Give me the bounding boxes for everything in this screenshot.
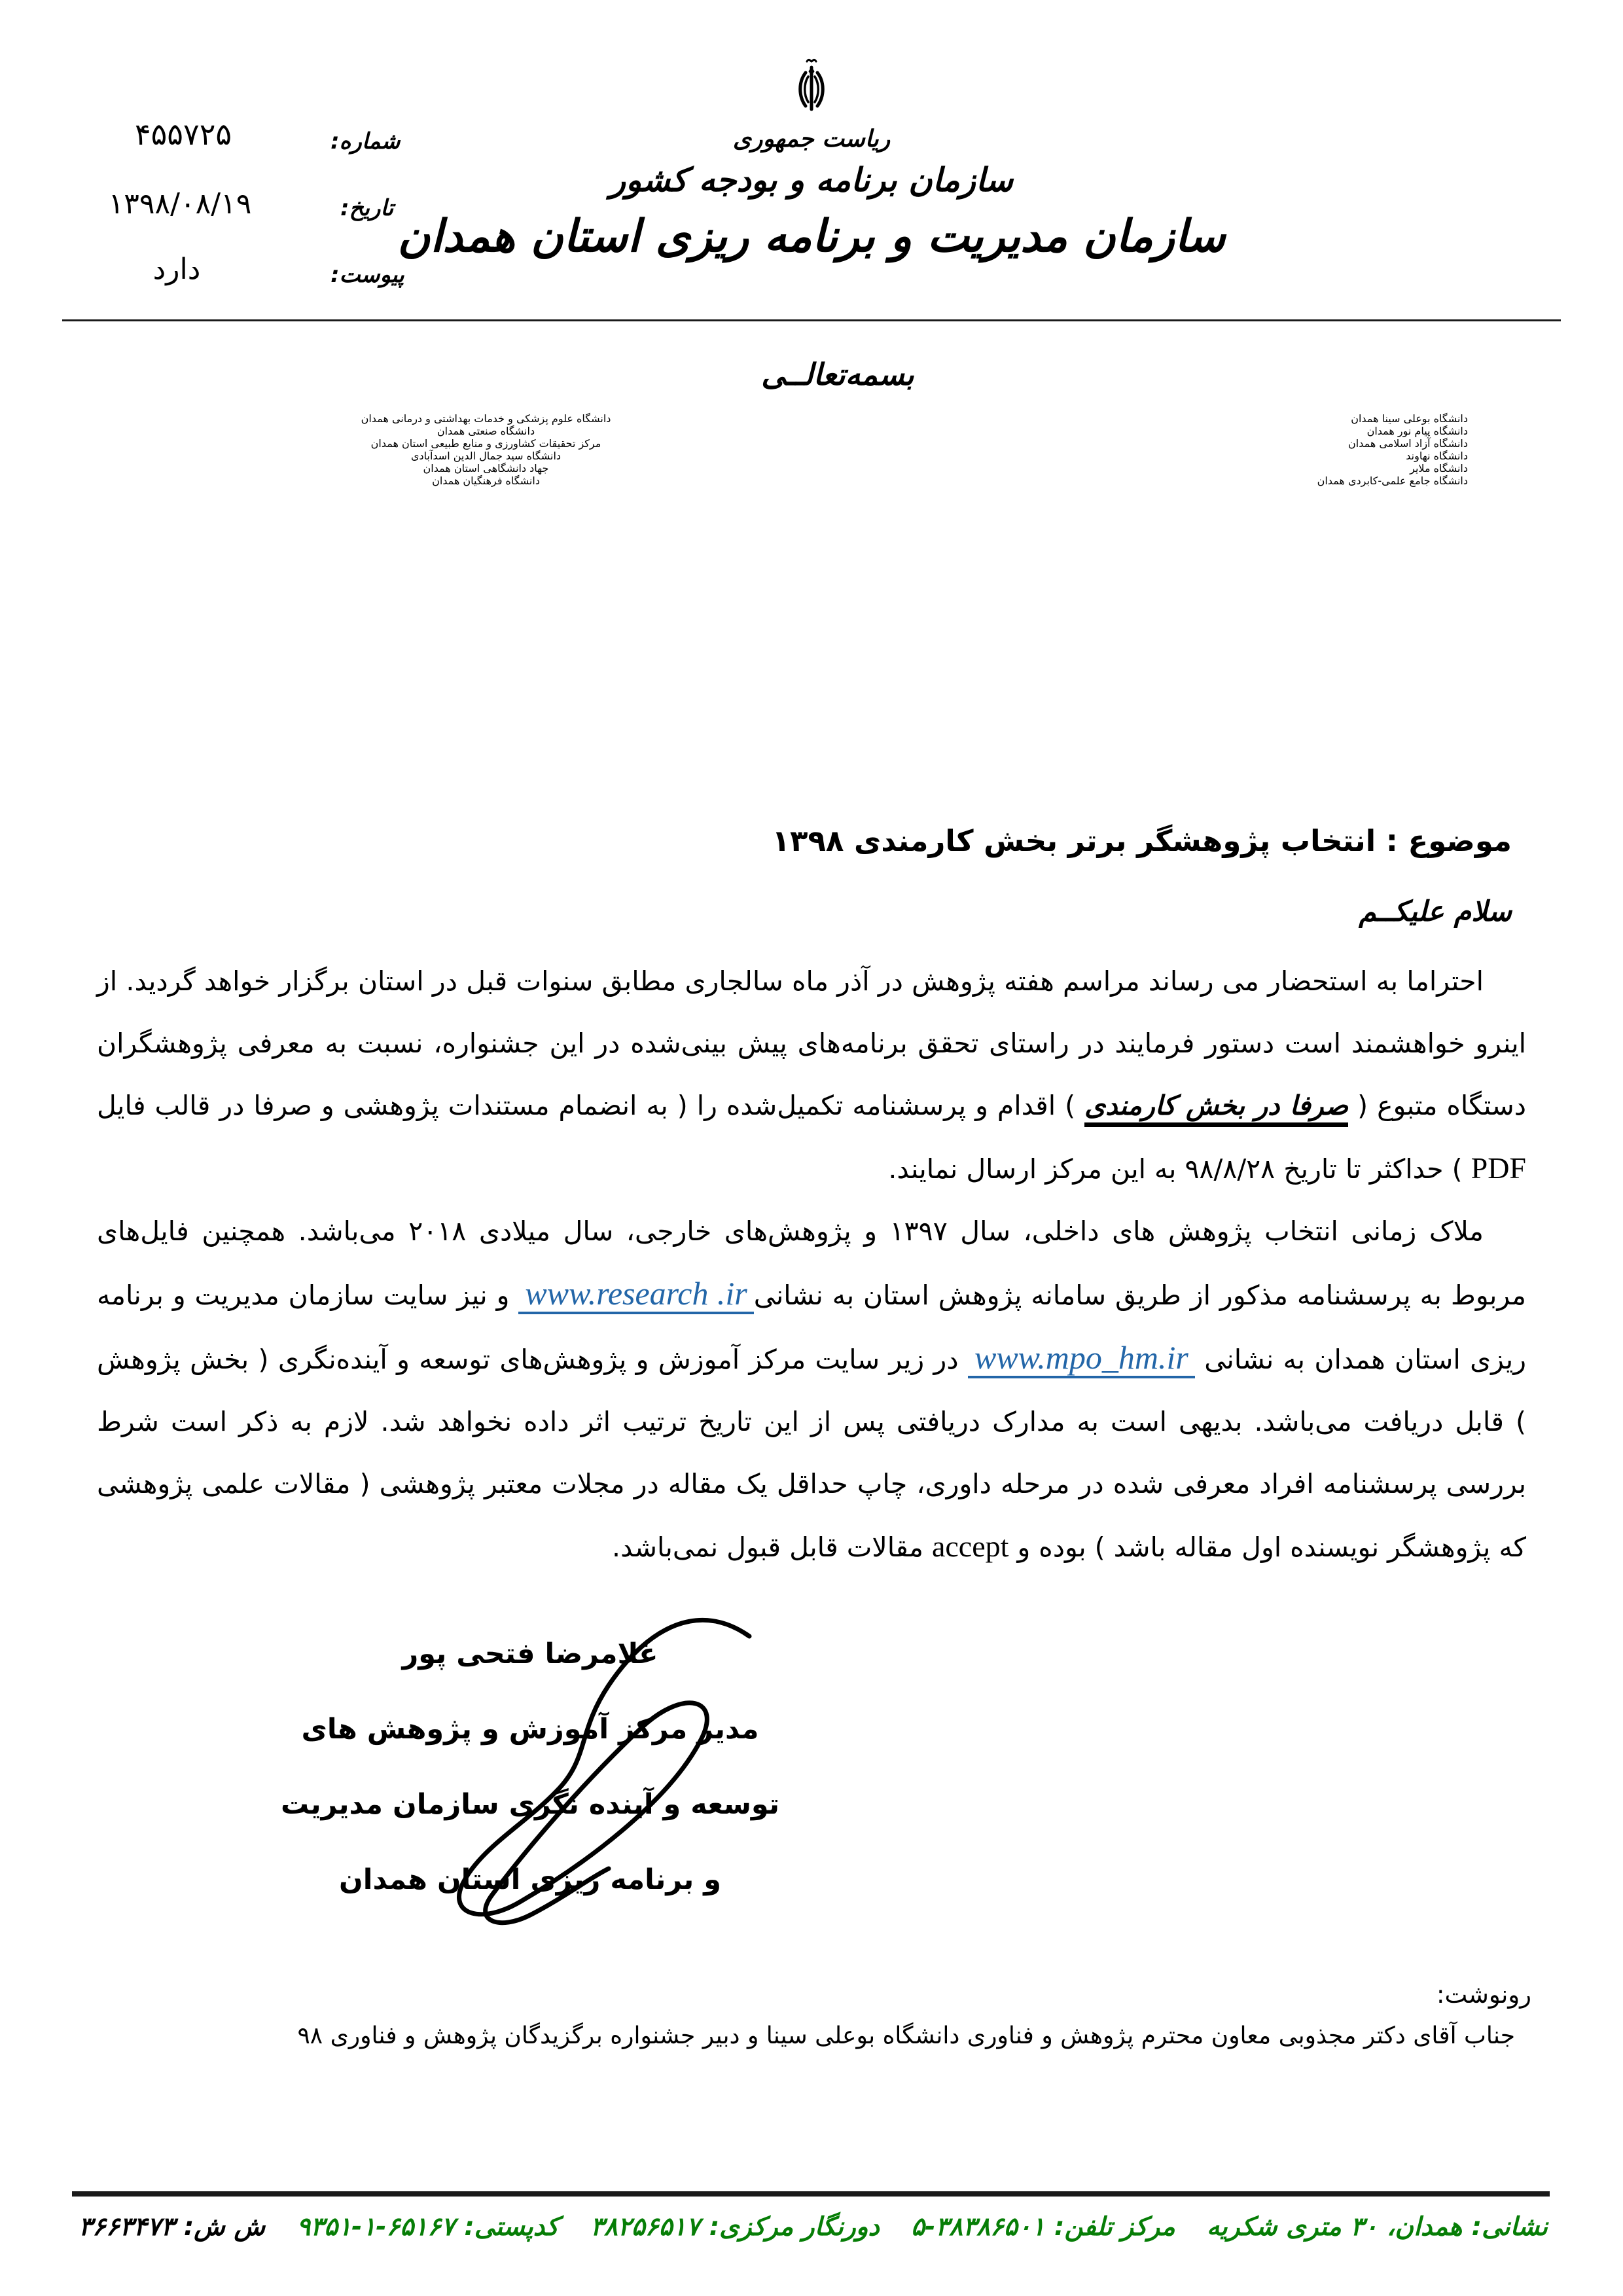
footer-address xyxy=(1207,2212,1548,2242)
letter-date-label: تاریخ: xyxy=(340,195,394,221)
recipient-item: دانشگاه علوم پزشکی و خدمات بهداشتی و درمانی همدان xyxy=(361,412,611,425)
signer-title-line: توسعه و آینده نگری سازمان مدیریت xyxy=(281,1788,779,1821)
recipient-item: دانشگاه صنعتی همدان xyxy=(437,425,535,437)
subject-label: موضوع : xyxy=(1385,823,1512,858)
body-run: ) حداکثر تا تاریخ ۹۸/۸/۲۸ به این مرکز ارسال نمایند. xyxy=(888,1153,1471,1185)
body-run: ملاک زمانی انتخاب پژوهش های داخلی، سال ۱۳۹۷ و پژوهش‌های خارجی، سال میلادی ۲۰۱۸ می‌باشد. همچنین فایل‌های مربوط به پرسشنامه مذکور از طریق سامانه پژوهش استان به نشانی xyxy=(97,1215,1526,1311)
recipients-left-column xyxy=(95,412,877,487)
recipient-item: دانشگاه سید جمال الدین اسدآبادی xyxy=(410,450,562,462)
signer-title-line: مدیر مرکز آموزش و پژوهش های xyxy=(301,1713,759,1746)
body-run: در زیر سایت مرکز آموزش و پژوهش‌های توسعه و آینده‌نگری ( بخش پژوهش ) قابل دریافت می‌باشد. بدیهی است به مدارک دریافتی پس از این تاریخ ترتیب اثر داده نخواهد شد. لازم به ذکر است شرط بررسی پرسشنامه افراد معرفی شده در مرحله داوری، چاپ حداقل یک مقاله در مجلات معتبر پژوهشی ( مقالات علمی پژوهشی که پژوهشگر نویسنده اول مقاله باشد ) بوده و xyxy=(97,1344,1526,1563)
footer-postal-code xyxy=(296,2212,558,2242)
org-line-pbo: سازمان برنامه و بودجه کشور xyxy=(609,161,1014,199)
cc-recipient-line: جناب آقای دکتر مجذوبی معاون محترم پژوهش و فناوری دانشگاه بوعلی سینا و دبیر جشنواره برگزیدگان پژوهش و فناوری ۹۸ xyxy=(297,2022,1515,2049)
recipient-item: دانشگاه نهاوند xyxy=(1406,450,1468,462)
letter-attachment-label: پیوست: xyxy=(330,262,404,288)
research-site-link[interactable]: www.research .ir xyxy=(518,1275,753,1314)
recipient-item: دانشگاه پیام نور همدان xyxy=(1366,425,1468,437)
org-line-presidency: ریاست جمهوری xyxy=(732,126,891,152)
letter-attachment-value: دارد xyxy=(152,253,201,286)
recipient-item: دانشگاه ملایر xyxy=(1410,462,1468,475)
footer-divider xyxy=(72,2191,1550,2197)
letter-body xyxy=(97,950,1526,1579)
postal-value: ۹۳۵۱-۱-۶۵۱۶۷ xyxy=(296,2212,455,2242)
body-run: و نیز سایت سازمان مدیریت و برنامه ریزی استان همدان به نشانی xyxy=(97,1280,1527,1375)
footer xyxy=(79,2212,1548,2242)
iran-emblem-icon xyxy=(792,56,831,121)
fax-label: دورنگار مرکزی: xyxy=(709,2212,880,2242)
recipient-item: دانشگاه جامع علمی-کابردی همدان xyxy=(1317,475,1468,487)
accept-term: accept xyxy=(931,1530,1009,1563)
letter-number-value: ۴۵۵۷۲۵ xyxy=(134,117,232,152)
recipients-right-column xyxy=(1317,412,1468,487)
header-divider xyxy=(62,319,1561,321)
signer-title-line: و برنامه ریزی استان همدان xyxy=(339,1863,721,1896)
phone-label: مرکز تلفن: xyxy=(1054,2212,1175,2242)
footer-fax xyxy=(590,2212,880,2242)
footer-registry-number xyxy=(79,2212,265,2242)
recipient-item: دانشگاه آزاد اسلامی همدان xyxy=(1348,437,1468,450)
org-line-hamadan-mpo: سازمان مدیریت و برنامه ریزی استان همدان xyxy=(397,211,1226,262)
registry-value: ۳۶۶۳۴۷۳ xyxy=(79,2212,175,2242)
recipient-item: مرکز تحقیقات کشاورزی و منابع طبیعی استان همدان xyxy=(370,437,601,450)
letter-date-value: ۱۳۹۸/۰۸/۱۹ xyxy=(108,187,252,221)
mpo-site-link[interactable]: www.mpo_hm.ir xyxy=(968,1339,1195,1378)
recipient-item: دانشگاه بوعلی سینا همدان xyxy=(1351,412,1468,425)
body-run: ) اقدام و پرسشنامه تکمیل‌شده را ( به انضمام مستندات پژوهشی و صرفا در قالب فایل xyxy=(97,1090,1085,1121)
besmellah-heading: بسمه‌تعالــی xyxy=(761,357,914,392)
recipient-item: جهاد دانشگاهی استان همدان xyxy=(423,462,549,475)
body-run: مقالات قابل قبول نمی‌باشد. xyxy=(612,1532,932,1563)
address-label: نشانی: xyxy=(1471,2212,1548,2242)
pdf-term: PDF xyxy=(1471,1151,1526,1185)
cc-label: رونوشت: xyxy=(1436,1981,1531,2009)
body-paragraph-2 xyxy=(97,1200,1526,1579)
subject-text: انتخاب پژوهشگر برتر بخش کارمندی ۱۳۹۸ xyxy=(772,823,1386,858)
address-value: همدان، ۳۰ متری شکریه xyxy=(1207,2212,1463,2242)
body-paragraph-1 xyxy=(97,950,1526,1200)
subject-line xyxy=(772,823,1512,858)
registry-label: ش ش: xyxy=(183,2212,266,2242)
salutation: سلام علیکــم xyxy=(1359,895,1512,928)
signer-name: غلامرضا فتحی پور xyxy=(402,1638,658,1670)
phone-value: ۵-۳۸۳۸۶۵۰۱ xyxy=(911,2212,1045,2242)
letter-number-label: شماره: xyxy=(330,128,401,154)
handwritten-signature-icon xyxy=(393,1587,772,1941)
emphasized-phrase: صرفا در بخش کارمندی xyxy=(1084,1090,1348,1127)
postal-label: کدپستی: xyxy=(464,2212,559,2242)
footer-phone xyxy=(911,2212,1175,2242)
fax-value: ۳۸۲۵۶۵۱۷ xyxy=(590,2212,700,2242)
body-run: احتراما به استحضار می رساند مراسم هفته پژوهش در آذر ماه سالجاری مطابق سنوات قبل در استان برگزار خواهد گردید. از اینرو خواهشمند است دستور فرمایند در راستای تحقق برنامه‌های پیش بینی‌شده در این جشنواره، نسبت به معرفی پژوهشگران دستگاه متبوع ( xyxy=(97,965,1527,1121)
recipient-item: دانشگاه فرهنگیان همدان xyxy=(432,475,540,487)
